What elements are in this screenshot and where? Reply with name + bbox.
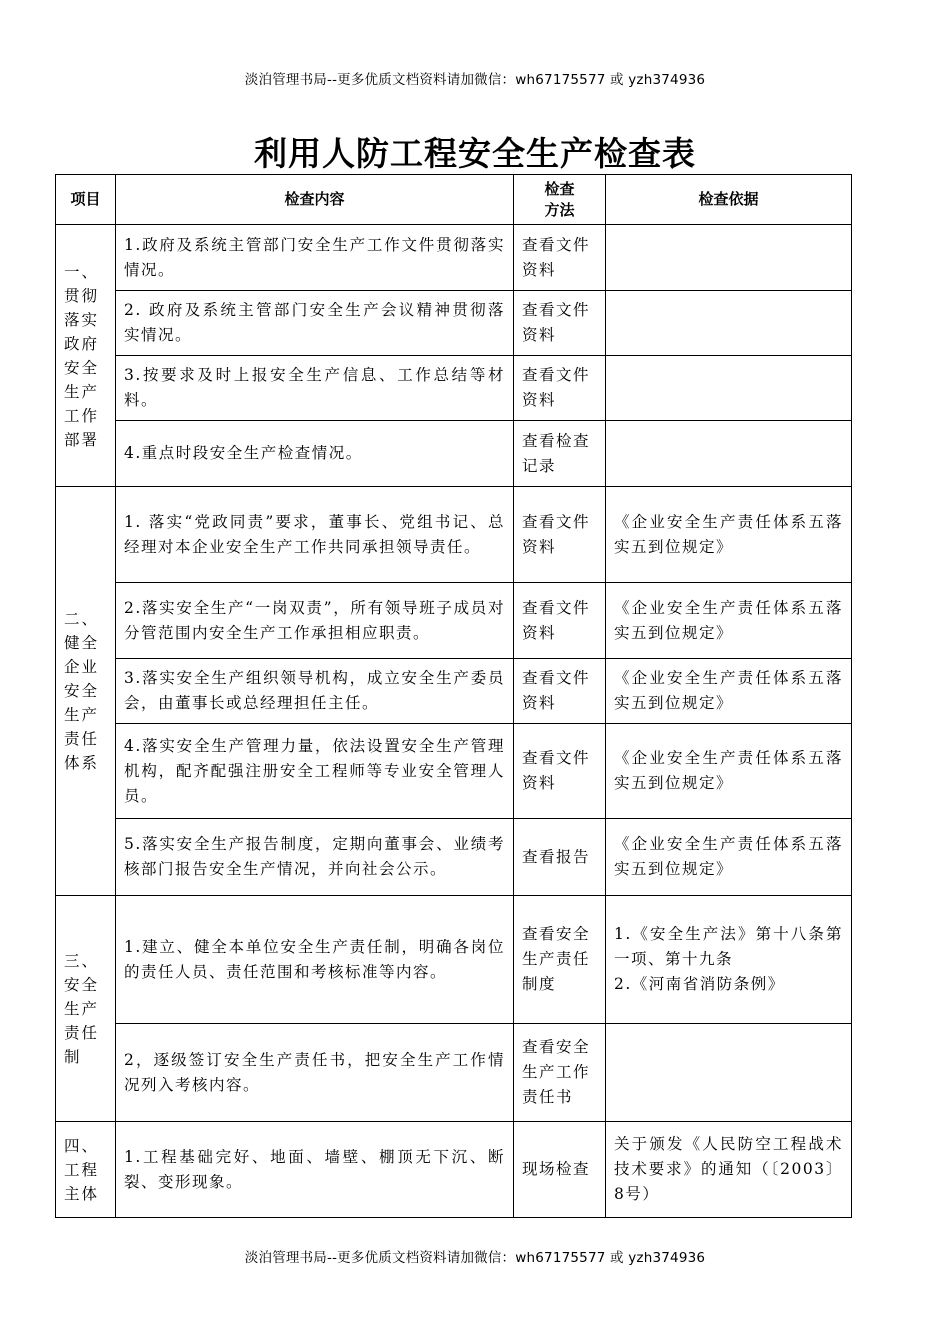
- table-row: [56, 583, 852, 659]
- check-basis-line: 2.《河南省消防条例》: [614, 975, 785, 993]
- check-method: 查看文件资料: [514, 291, 606, 356]
- column-header-method-line1: 检查: [544, 179, 575, 198]
- section-item-1: 一、贯彻落实政府安全生产工作部署: [56, 225, 116, 487]
- section-item-3: 三、安全生产责任制: [56, 896, 116, 1122]
- table-row: [56, 659, 852, 724]
- check-content: 1. 落实“党政同责”要求，董事长、党组书记、总经理对本企业安全生产工作共同承担领导责任。: [116, 487, 514, 583]
- table-row: [56, 225, 852, 291]
- check-method: 查看文件资料: [514, 225, 606, 291]
- table-header-row: [56, 175, 852, 225]
- check-method: 查看文件资料: [514, 356, 606, 421]
- check-basis: [606, 225, 852, 291]
- check-content: 2.落实安全生产“一岗双责”，所有领导班子成员对分管范围内安全生产工作承担相应职责。: [116, 583, 514, 659]
- check-basis: [606, 1024, 852, 1122]
- column-header-item: 项目: [56, 175, 116, 225]
- check-basis: 《企业安全生产责任体系五落实五到位规定》: [606, 583, 852, 659]
- check-basis: [606, 291, 852, 356]
- check-method: 查看安全生产工作责任书: [514, 1024, 606, 1122]
- check-method: 查看文件资料: [514, 659, 606, 724]
- check-method: 查看文件资料: [514, 724, 606, 819]
- table-row: [56, 819, 852, 896]
- check-basis: 关于颁发《人民防空工程战术技术要求》的通知（〔2003〕8号）: [606, 1122, 852, 1218]
- check-content: 4.重点时段安全生产检查情况。: [116, 421, 514, 487]
- table-row: [56, 421, 852, 487]
- header-note: 淡泊管理书局--更多优质文档资料请加微信：wh67175577 或 yzh374936: [244, 72, 706, 88]
- table-row: [56, 1122, 852, 1218]
- section-item-4: 四、工程主体: [56, 1122, 116, 1218]
- check-content: 2，逐级签订安全生产责任书，把安全生产工作情况列入考核内容。: [116, 1024, 514, 1122]
- table-row: [56, 896, 852, 1024]
- check-content: 4.落实安全生产管理力量，依法设置安全生产管理机构，配齐配强注册安全工程师等专业安全管理人员。: [116, 724, 514, 819]
- column-header-method-line2: 方法: [544, 200, 575, 219]
- check-method: 查看检查记录: [514, 421, 606, 487]
- column-header-content: 检查内容: [116, 175, 514, 225]
- check-method: 现场检查: [514, 1122, 606, 1218]
- section-item-2: 二、健全企业安全生产责任体系: [56, 487, 116, 896]
- check-basis: [606, 896, 852, 1024]
- check-content: 1.工程基础完好、地面、墙壁、棚顶无下沉、断裂、变形现象。: [116, 1122, 514, 1218]
- check-content: 3.按要求及时上报安全生产信息、工作总结等材料。: [116, 356, 514, 421]
- check-content: 2. 政府及系统主管部门安全生产会议精神贯彻落实情况。: [116, 291, 514, 356]
- check-basis: 《企业安全生产责任体系五落实五到位规定》: [606, 724, 852, 819]
- footer-note: 淡泊管理书局--更多优质文档资料请加微信：wh67175577 或 yzh374936: [244, 1250, 706, 1266]
- table-row: [56, 724, 852, 819]
- check-basis: [606, 421, 852, 487]
- page-title: 利用人防工程安全生产检查表: [254, 134, 696, 173]
- check-basis: 《企业安全生产责任体系五落实五到位规定》: [606, 659, 852, 724]
- check-basis: [606, 356, 852, 421]
- table-row: [56, 487, 852, 583]
- table-row: [56, 291, 852, 356]
- check-content: 1.建立、健全本单位安全生产责任制，明确各岗位的责任人员、责任范围和考核标准等内容。: [116, 896, 514, 1024]
- check-basis: 《企业安全生产责任体系五落实五到位规定》: [606, 487, 852, 583]
- check-method: 查看文件资料: [514, 487, 606, 583]
- column-header-method: [514, 175, 606, 225]
- check-method: 查看安全生产责任制度: [514, 896, 606, 1024]
- check-basis-line: 1.《安全生产法》第十八条第一项、第十九条: [614, 925, 843, 968]
- inspection-table: [55, 174, 852, 1218]
- column-header-basis: 检查依据: [606, 175, 852, 225]
- check-basis: 《企业安全生产责任体系五落实五到位规定》: [606, 819, 852, 896]
- table-row: [56, 1024, 852, 1122]
- check-content: 1.政府及系统主管部门安全生产工作文件贯彻落实情况。: [116, 225, 514, 291]
- check-method: 查看文件资料: [514, 583, 606, 659]
- check-content: 5.落实安全生产报告制度，定期向董事会、业绩考核部门报告安全生产情况，并向社会公示。: [116, 819, 514, 896]
- check-method: 查看报告: [514, 819, 606, 896]
- check-content: 3.落实安全生产组织领导机构，成立安全生产委员会，由董事长或总经理担任主任。: [116, 659, 514, 724]
- table-row: [56, 356, 852, 421]
